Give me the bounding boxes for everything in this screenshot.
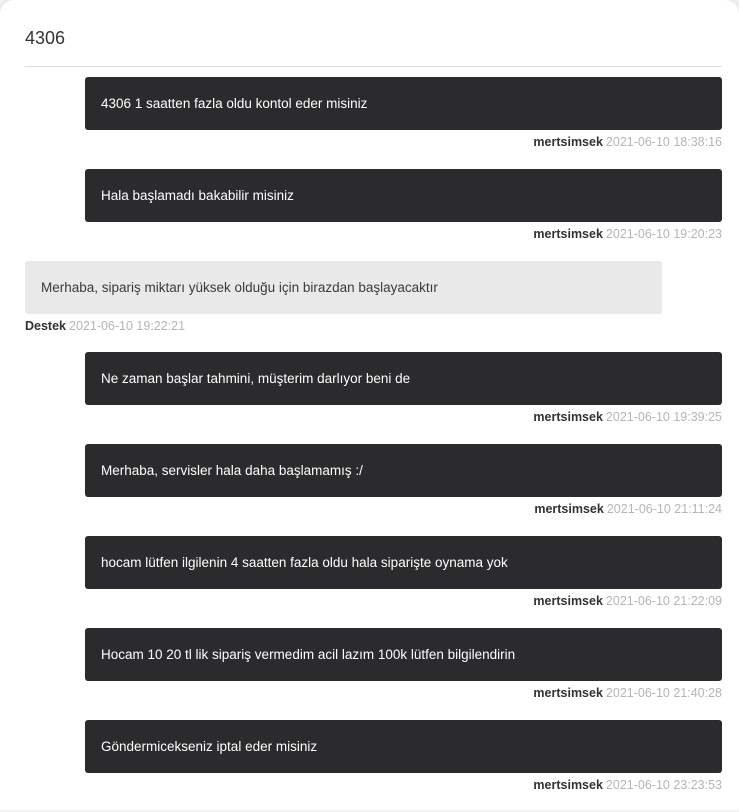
ticket-title: 4306 [25, 28, 66, 48]
message-meta [534, 502, 722, 516]
message-meta [533, 778, 722, 792]
message-bubble [25, 261, 662, 314]
message-bubble [85, 720, 722, 773]
message-bubble [85, 444, 722, 497]
message-author: Destek [25, 319, 66, 333]
message-author: mertsimsek [533, 594, 603, 608]
message-text: Hocam 10 20 tl lik sipariş vermedim acil lazım 100k lütfen bilgilendirin [101, 646, 516, 662]
message-thread [0, 77, 739, 812]
message-time: 2021-06-10 19:39:25 [605, 410, 722, 424]
message-bubble [85, 628, 722, 681]
message-text: Göndermicekseniz iptal eder misiniz [101, 738, 318, 754]
message-time: 2021-06-10 21:22:09 [605, 594, 722, 608]
message-time: 2021-06-10 23:23:53 [605, 778, 722, 792]
message-time: 2021-06-10 18:38:16 [605, 135, 722, 149]
message-item [0, 352, 739, 444]
message-bubble [85, 169, 722, 222]
message-author: mertsimsek [533, 410, 603, 424]
message-bubble [85, 352, 722, 405]
message-text: Hala başlamadı bakabilir misiniz [101, 187, 294, 203]
message-meta [533, 135, 722, 149]
message-text: Ne zaman başlar tahmini, müşterim darlıyor beni de [101, 370, 411, 386]
message-item [0, 628, 739, 720]
message-item [0, 444, 739, 536]
message-text: Merhaba, servisler hala daha başlamamış :/ [101, 462, 363, 478]
message-author: mertsimsek [533, 686, 603, 700]
message-time: 2021-06-10 19:22:21 [69, 319, 186, 333]
message-item [0, 77, 739, 169]
message-text: hocam lütfen ilgilenin 4 saatten fazla oldu hala siparişte oynama yok [101, 554, 508, 570]
message-bubble [85, 77, 722, 130]
message-author: mertsimsek [534, 502, 604, 516]
message-time: 2021-06-10 19:20:23 [605, 227, 722, 241]
message-time: 2021-06-10 21:40:28 [605, 686, 722, 700]
message-text: 4306 1 saatten fazla oldu kontol eder misiniz [101, 95, 368, 111]
message-item [0, 536, 739, 628]
message-meta [533, 410, 722, 424]
message-bubble [85, 536, 722, 589]
message-meta [25, 319, 185, 333]
message-meta [533, 227, 722, 241]
message-text: Merhaba, sipariş miktarı yüksek olduğu için birazdan başlayacaktır [41, 279, 438, 295]
message-author: mertsimsek [533, 227, 603, 241]
message-meta [533, 686, 722, 700]
message-item [0, 720, 739, 812]
message-item [0, 169, 739, 261]
message-author: mertsimsek [533, 778, 603, 792]
message-author: mertsimsek [533, 135, 603, 149]
message-meta [533, 594, 722, 608]
title-divider [25, 66, 722, 67]
message-time: 2021-06-10 21:11:24 [606, 502, 722, 516]
message-item [0, 261, 739, 352]
